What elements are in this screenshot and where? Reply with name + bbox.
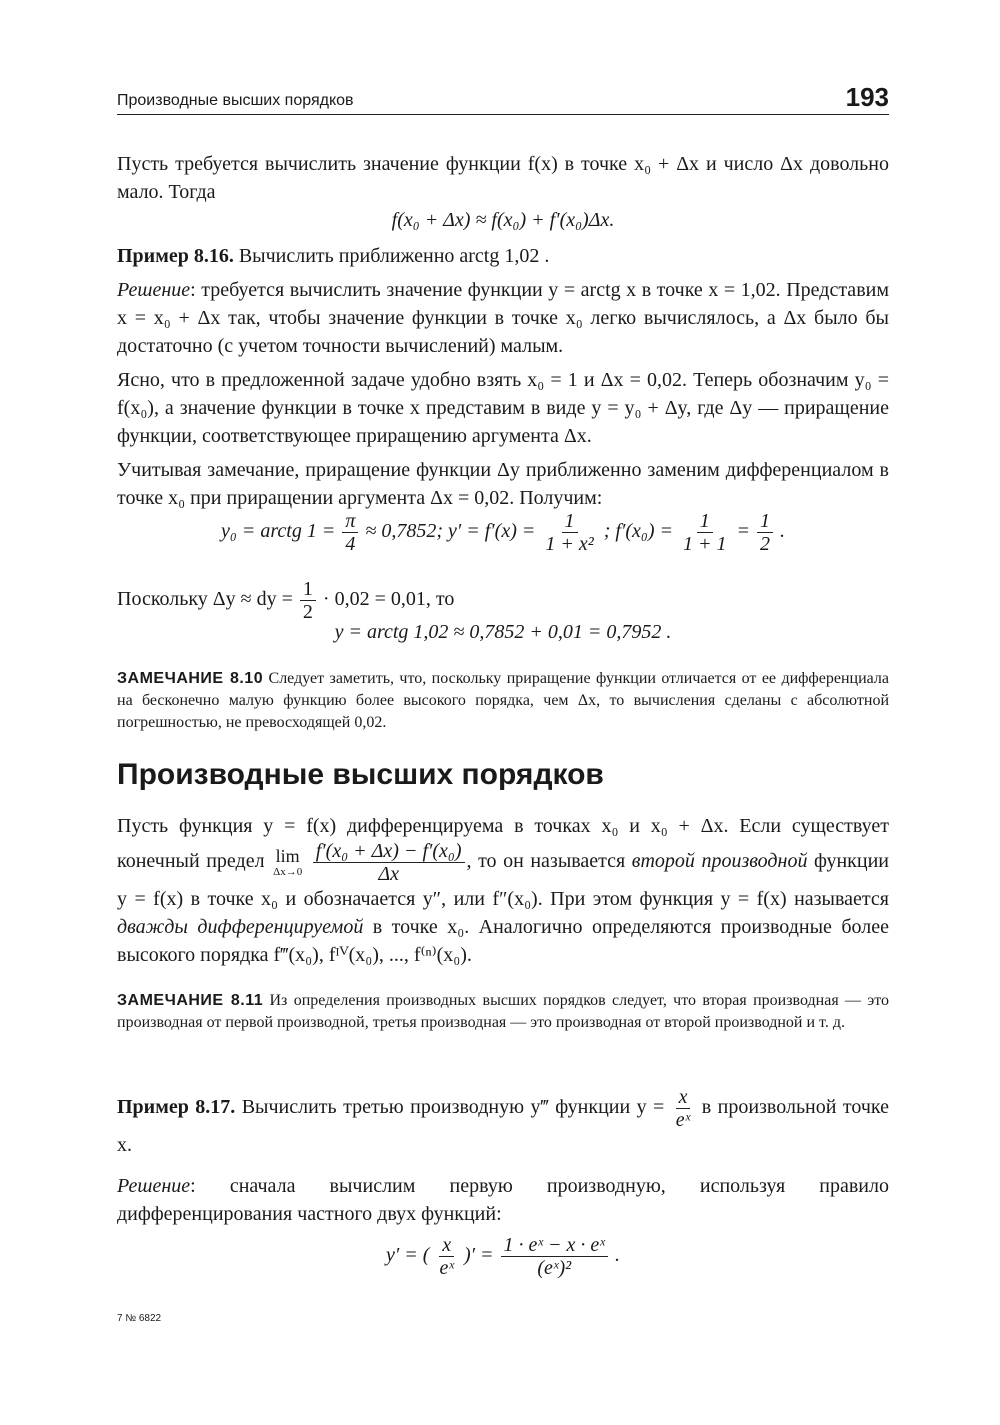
fraction-derivative-x0 bbox=[680, 510, 730, 555]
paragraph-definition bbox=[117, 812, 889, 969]
paragraph-since bbox=[117, 578, 889, 623]
fraction-x-over-ex bbox=[673, 1086, 694, 1131]
example-label: Пример 8.16. bbox=[117, 245, 234, 267]
paragraph-differential bbox=[117, 456, 889, 512]
note-text: Следует заметить, что, поскольку приращение функции отличается от ее дифференциала на бесконечно малую функцию более высокого порядка, чем Δx, то вычисления сделаны с абсолютной погрешностью, не превосходящей 0,02. bbox=[117, 670, 890, 731]
text-part: в произвольной точке x. bbox=[117, 1096, 890, 1156]
note-8-10 bbox=[117, 668, 889, 734]
text-part: в точке x₀. Аналогично определяются производные более высокого порядка f‴(x₀), fᴵⱽ(x₀), ..., f⁽ⁿ⁾(x₀). bbox=[117, 916, 889, 966]
fraction-half bbox=[757, 510, 773, 555]
frac-den: 2 bbox=[759, 533, 770, 555]
solution-label: Решение bbox=[117, 1175, 191, 1197]
note-heading: ЗАМЕЧАНИЕ 8.11 bbox=[117, 992, 264, 1009]
fraction-inner bbox=[436, 1234, 457, 1279]
limit-operator bbox=[273, 847, 302, 879]
frac-den: 4 bbox=[345, 533, 356, 555]
fraction-difference-quotient bbox=[313, 840, 465, 885]
fraction-half bbox=[300, 578, 316, 623]
frac-num: f′(x₀ + Δx) − f′(x₀) bbox=[313, 840, 465, 863]
eq-part: . bbox=[614, 1244, 620, 1267]
equation-values bbox=[117, 510, 889, 555]
eq-part: ≈ 0,7852; y′ = f′(x) = bbox=[365, 520, 536, 543]
fraction-pi-4 bbox=[342, 510, 358, 555]
frac-den: eˣ bbox=[675, 1109, 691, 1131]
text-part: Вычислить третью производную y‴ функции y = bbox=[235, 1096, 665, 1119]
frac-num: 1 · eˣ − x · eˣ bbox=[501, 1234, 608, 1257]
eq-part: . bbox=[779, 520, 785, 543]
paragraph-choice bbox=[117, 366, 889, 450]
term-second-derivative: второй производной bbox=[631, 850, 808, 873]
header-title: Производные высших порядков bbox=[117, 92, 354, 109]
frac-num: x bbox=[676, 1086, 691, 1109]
equation-text: y = arctg 1,02 ≈ 0,7852 + 0,01 = 0,7952 . bbox=[334, 621, 672, 643]
text-part: Пусть функция y = f(x) дифференцируема в точках x₀ и x₀ + Δx. Если существует конечный предел bbox=[117, 815, 889, 873]
running-header bbox=[117, 78, 889, 115]
note-8-11 bbox=[117, 990, 889, 1034]
example-label: Пример 8.17. bbox=[117, 1096, 236, 1119]
example-8-17 bbox=[117, 1086, 889, 1159]
example-text: Вычислить приближенно arctg 1,02 . bbox=[233, 245, 550, 267]
term-twice-differentiable: дважды дифференцируемой bbox=[117, 916, 364, 938]
section-title: Производные высших порядков bbox=[117, 758, 604, 791]
frac-den: Δx bbox=[378, 863, 399, 885]
eq-part: y₀ = arctg 1 = bbox=[221, 520, 336, 543]
lim-op: lim bbox=[275, 845, 300, 866]
text-part: · 0,02 = 0,01, то bbox=[322, 588, 455, 611]
page-number: 193 bbox=[845, 82, 889, 112]
eq-part: = bbox=[736, 520, 750, 543]
solution-8-17 bbox=[117, 1172, 889, 1228]
paragraph-text: Пусть требуется вычислить значение функции f(x) в точке x₀ + Δx и число Δx довольно мало. Тогда bbox=[117, 153, 889, 203]
frac-den: 2 bbox=[302, 601, 313, 623]
page-footer: 7 № 6822 bbox=[117, 1313, 162, 1324]
equation-text: f(x₀ + Δx) ≈ f(x₀) + f′(x₀)Δx. bbox=[391, 209, 615, 231]
frac-num: x bbox=[439, 1234, 454, 1257]
note-text: Из определения производных высших порядков следует, что вторая производная — это производная от первой производной, третья производная — это производная от второй производной и т. д. bbox=[117, 992, 889, 1031]
solution-8-16 bbox=[117, 276, 889, 360]
section-heading bbox=[117, 758, 889, 792]
paragraph-text: Учитывая замечание, приращение функции Δy приближенно заменим дифференциалом в точке x₀ при приращении аргумента Δx = 0,02. Получим: bbox=[117, 459, 889, 509]
eq-part: )′ = bbox=[464, 1244, 494, 1267]
fraction-quotient-rule bbox=[501, 1234, 608, 1279]
equation-result bbox=[117, 618, 889, 646]
fraction-derivative bbox=[542, 510, 596, 555]
frac-num: π bbox=[342, 510, 358, 533]
equation-first-derivative bbox=[117, 1234, 889, 1279]
note-heading: ЗАМЕЧАНИЕ 8.10 bbox=[117, 670, 264, 687]
lim-sub: Δx→0 bbox=[273, 866, 303, 879]
frac-num: 1 bbox=[757, 510, 773, 533]
frac-num: 1 bbox=[697, 510, 713, 533]
frac-den: eˣ bbox=[439, 1257, 454, 1279]
solution-text: : требуется вычислить значение функции y = arctg x в точке x = 1,02. Представим x = x₀ + Δx так, чтобы значение функции в точке x₀ легко вычислялось, а Δx было бы достаточно (с учетом точности вычислений) малым. bbox=[117, 279, 889, 357]
paragraph-text: Ясно, что в предложенной задаче удобно взять x₀ = 1 и Δx = 0,02. Теперь обозначим y₀ = f(x₀), а значение функции в точке x представим в виде y = y₀ + Δy, где Δy — приращение функции, соответствующее приращению аргумента Δx. bbox=[117, 369, 889, 447]
frac-den: 1 + x² bbox=[545, 533, 594, 555]
frac-den: 1 + 1 bbox=[682, 533, 727, 555]
solution-text: : сначала вычислим первую производную, используя правило дифференцирования частного двух функций: bbox=[117, 1175, 889, 1225]
paragraph-intro bbox=[117, 150, 889, 206]
frac-num: 1 bbox=[300, 578, 316, 601]
solution-label: Решение bbox=[117, 279, 191, 301]
frac-num: 1 bbox=[562, 510, 578, 533]
text-part: Поскольку Δy ≈ dy = bbox=[117, 588, 293, 611]
equation-approx bbox=[117, 206, 889, 234]
page bbox=[117, 78, 890, 1279]
eq-part: ; f′(x₀) = bbox=[603, 520, 673, 543]
eq-part: y′ = ( bbox=[386, 1244, 430, 1267]
text-part: , то он называется bbox=[466, 850, 632, 873]
frac-den: (eˣ)² bbox=[537, 1257, 572, 1279]
example-8-16 bbox=[117, 242, 889, 270]
text-part: функции y = f(x) в точке x₀ и обозначается y″, или f″(x₀). При этом функция y = f(x) называется bbox=[117, 850, 890, 910]
